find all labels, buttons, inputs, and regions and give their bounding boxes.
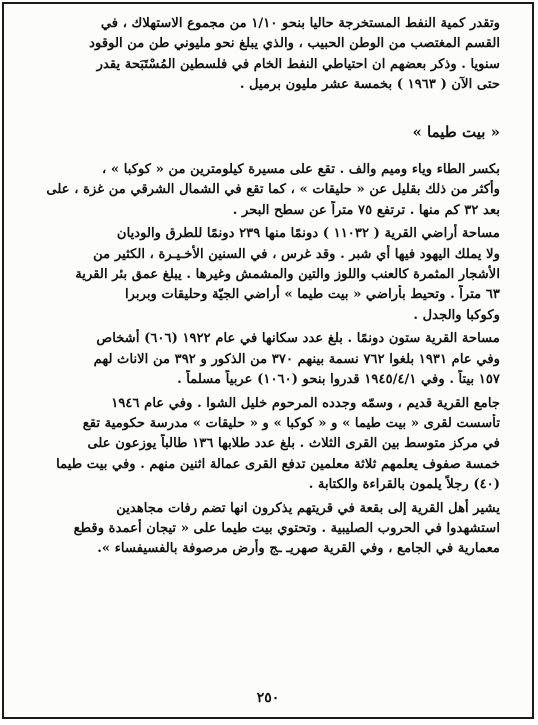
text-line: خمسة صفوف يعلمهم ثلاثة معلمين تدفع القرى عمالة اثنين منهم . وفي بيت طيما bbox=[56, 456, 500, 472]
text-line: وأكثر من ذلك بقليل عن « حليقات » ، كما تقع في الشمال الشرقي من غزة ، على bbox=[46, 182, 500, 198]
population-paragraph bbox=[34, 329, 500, 390]
text-line: مساحة القرية ستون دونمًا . بلغ عدد سكانها في عام ١٩٢٢ (٦٠٦) أشخاص bbox=[96, 331, 500, 347]
land-paragraph bbox=[34, 224, 500, 326]
text-line: حتى الآن ( ١٩٦٣ ) بخمسة عشر مليون برميل . bbox=[239, 77, 500, 93]
text-line: سنويا . وذكر بعضهم ان احتياطي النفط الخام في فلسطين المُسْتَبَحة يقدر bbox=[96, 56, 500, 72]
page-number: ٢٥٠ bbox=[256, 690, 280, 706]
text-line: ٦٣ متراً . وتحيط بأراضي « بيت طيما » أراضي الجيّة وحليقات وبربرا bbox=[124, 287, 500, 303]
location-paragraph bbox=[34, 160, 500, 221]
section-heading: « بيت طيما » bbox=[412, 122, 500, 141]
text-line: الأشجار المثمرة كالعنب واللوز والتين والمشمش وغيرها . يبلغ عمق بئر القرية bbox=[75, 267, 500, 283]
text-line: وفي عام ١٩٣١ بلغوا ٧٦٢ نسمة بينهم ٣٧٠ من الذكور و ٣٩٢ من الاناث لهم bbox=[93, 351, 500, 367]
text-line: بعد ٣٢ كم منها . ترتفع ٧٥ متراً عن سطح البحر . bbox=[232, 202, 500, 218]
text-line: تأسست لقرى « بيت طيما » و « كوكبا » و « حليقات » مدرسة حكومية تقع bbox=[82, 415, 500, 431]
text-line: القسم المغتصب من الوطن الحبيب ، والذي يبلغ نحو مليوني طن من الوقود bbox=[89, 36, 500, 52]
text-line: جامع القرية قديم ، وسمّه وجدده المرحوم خليل الشوا . وفي عام ١٩٤٦ bbox=[111, 395, 500, 411]
history-paragraph bbox=[34, 499, 500, 560]
text-line: معمارية في الجامع ، وفي القرية صهريـ ـج وأرض مرصوفة بالفسيفساء ». bbox=[97, 541, 500, 557]
text-line: في مركز متوسط بين القرى الثلاث . بلغ عدد طلابها ١٣٦ طالباً يوزعون على bbox=[87, 436, 500, 452]
education-paragraph bbox=[34, 394, 500, 496]
text-line: استشهدوا في الحروب الصليبية . وتحتوي بيت طيما على « تيجان أعمدة وقطع bbox=[73, 520, 500, 536]
text-line: وكوكبا والجدل . bbox=[413, 307, 500, 323]
text-line: ولا يملك اليهود فيها أي شبر . وقد غرس ، في السنين الأخـيـرة ، الكثير من bbox=[93, 246, 500, 262]
page-text bbox=[4, 4, 532, 560]
text-line: مساحة أراضي القرية ( ١١٠٣٢ ) دونمًا منها ٢٣٩ دونمًا للطرق والوديان bbox=[116, 226, 500, 242]
text-line: يشير أهل القرية إلى بقعة في قريتهم يذكرون انها تضم رفات مجاهدين bbox=[116, 500, 500, 516]
text-line: بكسر الطاء وياء وميم والف . تقع على مسيرة كيلومترين من « كوكبا » ، bbox=[102, 162, 500, 178]
text-line: وتقدر كمية النفط المستخرجة حاليا بنحو ١/١٠ من مجموع الاستهلاك ، في bbox=[100, 16, 500, 31]
book-page bbox=[2, 2, 534, 719]
text-line: (٤٠) رجلاً يلمون بالقراءة والكتابة . bbox=[308, 477, 500, 493]
intro-paragraph bbox=[34, 14, 500, 96]
text-line: ١٥٧ بيتاً . وفي ١٩٤٥/٤/١ قدروا بنحو (١٠٦٠) عربياً مسلماً . bbox=[177, 372, 500, 388]
